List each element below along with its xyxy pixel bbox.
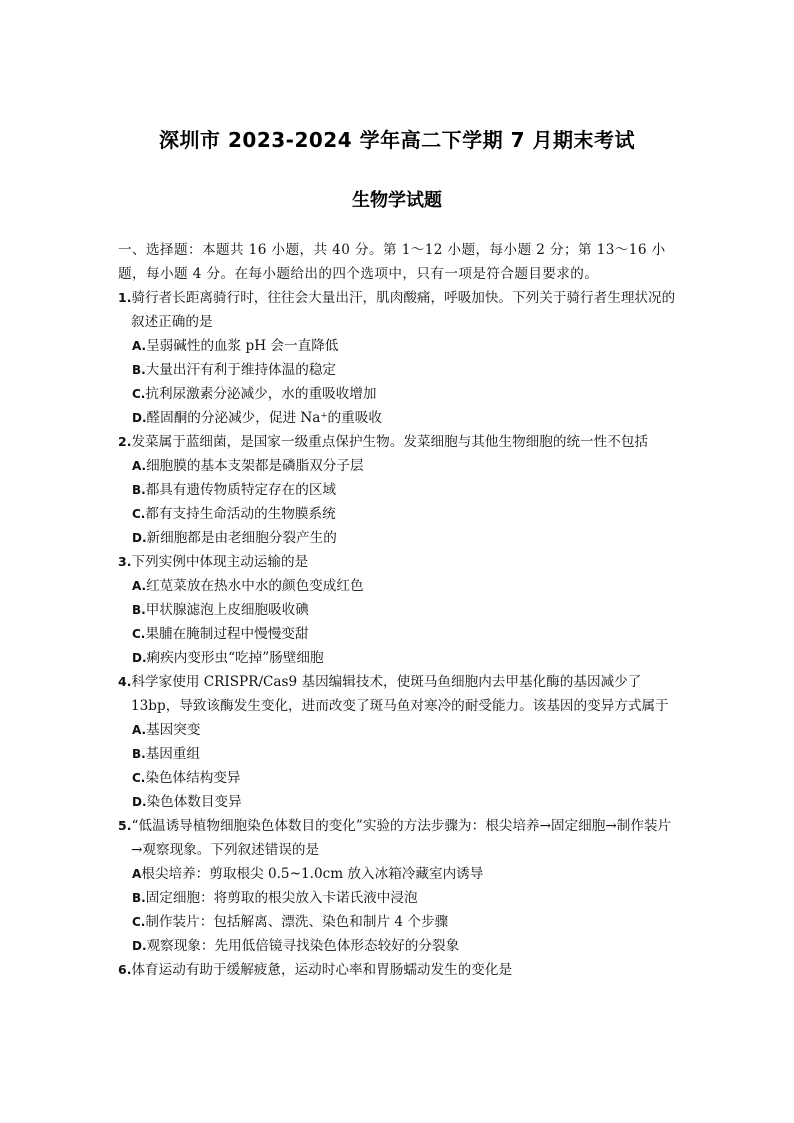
question-stem — [118, 550, 678, 574]
question-text: 骑行者长距离骑行时，往往会大量出汗，肌肉酸痛，呼吸加快。下列关于骑行者生理状况的叙述正确的是 — [131, 290, 676, 330]
option-c: C.都有支持生命活动的生物膜系统 — [132, 506, 336, 522]
option-a: A根尖培养：剪取根尖 0.5~1.0cm 放入冰箱冷藏室内诱导 — [132, 866, 484, 882]
question-3 — [118, 550, 678, 670]
question-stem — [118, 814, 678, 862]
section-label-continued: 题，每小题 4 分。在每小题给出的四个选项中，只有一项是符合题目要求的。 — [118, 266, 599, 282]
option-c: C.抗利尿激素分泌减少，水的重吸收增加 — [132, 386, 377, 402]
option-b: B.甲状腺滤泡上皮细胞吸收碘 — [132, 602, 309, 618]
section-instructions — [118, 238, 678, 286]
option-a: A.细胞膜的基本支架都是磷脂双分子层 — [132, 458, 364, 474]
question-number: 3. — [118, 554, 132, 569]
question-1 — [118, 286, 678, 430]
option-list — [118, 862, 678, 958]
option-d: D.新细胞都是由老细胞分裂产生的 — [132, 530, 337, 546]
question-stem — [118, 958, 678, 982]
question-6 — [118, 958, 678, 982]
option-a: A.红苋菜放在热水中水的颜色变成红色 — [132, 578, 364, 594]
question-2 — [118, 430, 678, 550]
option-b: B.基因重组 — [132, 746, 201, 762]
question-stem — [118, 670, 678, 718]
option-d: D.染色体数目变异 — [132, 794, 242, 810]
question-number: 2. — [118, 434, 132, 449]
exam-content — [118, 238, 678, 982]
option-list — [118, 718, 678, 814]
option-c: C.染色体结构变异 — [132, 770, 241, 786]
option-list — [118, 574, 678, 670]
question-stem — [118, 286, 678, 334]
question-number: 5. — [118, 818, 132, 833]
option-d: D.醛固酮的分泌减少，促进 Na⁺的重吸收 — [132, 410, 382, 426]
option-a: A.呈弱碱性的血浆 pH 会一直降低 — [132, 338, 339, 354]
question-number: 1. — [118, 290, 132, 305]
option-d: D.观察现象：先用低倍镜寻找染色体形态较好的分裂象 — [132, 938, 460, 954]
question-text: “低温诱导植物细胞染色体数目的变化”实验的方法步骤为：根尖培养→固定细胞→制作装片→观察现象。下列叙述错误的是 — [131, 818, 672, 858]
option-c: C.制作装片：包括解离、漂洗、染色和制片 4 个步骤 — [132, 914, 449, 930]
question-text: 发菜属于蓝细菌，是国家一级重点保护生物。发菜细胞与其他生物细胞的统一性不包括 — [131, 434, 649, 450]
page-subtitle: 生物学试题 — [352, 190, 442, 211]
option-d: D.痢疾内变形虫“吃掉”肠壁细胞 — [132, 650, 324, 666]
page-title: 深圳市 2023-2024 学年高二下学期 7 月期末考试 — [159, 128, 635, 152]
question-text: 科学家使用 CRISPR/Cas9 基因编辑技术，使斑马鱼细胞内去甲基化酶的基因减少了 13bp，导致该酶发生变化，进而改变了斑马鱼对寒冷的耐受能力。该基因的变异方式属于 — [131, 674, 669, 714]
question-text: 下列实例中体现主动运输的是 — [131, 554, 309, 570]
option-b: B.大量出汗有利于维持体温的稳定 — [132, 362, 337, 378]
question-5 — [118, 814, 678, 958]
question-number: 6. — [118, 962, 132, 977]
option-c: C.果脯在腌制过程中慢慢变甜 — [132, 626, 309, 642]
option-list — [118, 334, 678, 430]
question-stem — [118, 430, 678, 454]
question-text: 体育运动有助于缓解疲惫，运动时心率和胃肠蠕动发生的变化是 — [131, 962, 513, 978]
option-b: B.固定细胞：将剪取的根尖放入卡诺氏液中浸泡 — [132, 890, 418, 906]
option-list — [118, 454, 678, 550]
option-a: A.基因突变 — [132, 722, 201, 738]
section-label: 一、选择题：本题共 16 小题，共 40 分。第 1～12 小题，每小题 2 分；第 13～16 小 — [118, 242, 666, 258]
question-4 — [118, 670, 678, 814]
question-number: 4. — [118, 674, 132, 689]
option-b: B.都具有遗传物质特定存在的区域 — [132, 482, 337, 498]
